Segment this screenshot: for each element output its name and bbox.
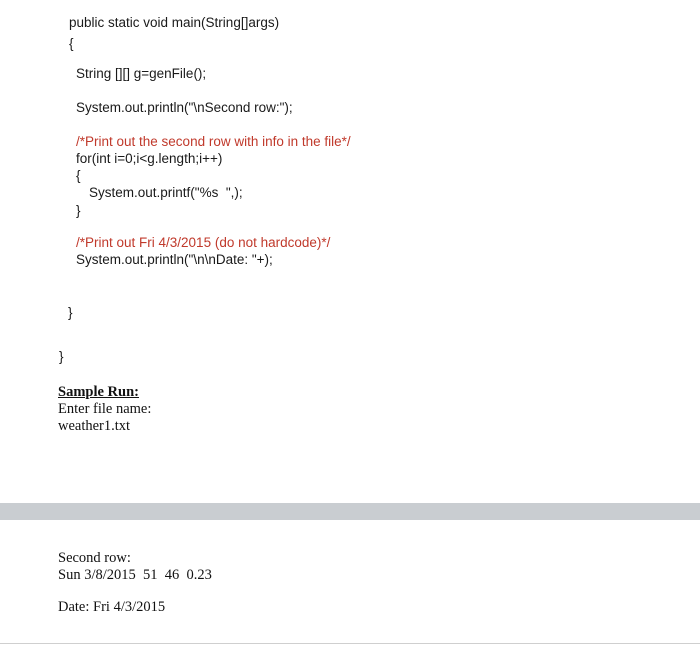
sample-run-prompt: Enter file name: xyxy=(58,401,152,417)
sample-run-heading: Sample Run: xyxy=(58,384,139,400)
code-println-date: System.out.println("\n\nDate: "+); xyxy=(76,252,273,267)
code-loop-open: { xyxy=(76,168,81,183)
code-println-second-row: System.out.println("\nSecond row:"); xyxy=(76,100,293,115)
page-separator-band xyxy=(0,503,700,520)
code-declaration: String [][] g=genFile(); xyxy=(76,66,207,81)
code-signature: public static void main(String[]args) xyxy=(69,15,280,30)
output-date-line: Date: Fri 4/3/2015 xyxy=(58,599,166,615)
output-second-row-value: Sun 3/8/2015 51 46 0.23 xyxy=(58,567,212,583)
code-for-loop: for(int i=0;i<g.length;i++) xyxy=(76,151,223,166)
code-comment-second-row: /*Print out the second row with info in the file*/ xyxy=(76,134,351,149)
code-class-close: } xyxy=(59,349,64,364)
code-comment-date: /*Print out Fri 4/3/2015 (do not hardcode)*/ xyxy=(76,235,331,250)
sample-run-input: weather1.txt xyxy=(58,418,131,434)
code-open-brace: { xyxy=(69,36,74,51)
output-second-row-label: Second row: xyxy=(58,550,131,566)
bottom-divider xyxy=(0,643,700,644)
code-method-close: } xyxy=(68,305,73,320)
code-printf-line: System.out.printf("%s ",); xyxy=(89,185,243,200)
code-loop-close: } xyxy=(76,203,81,218)
